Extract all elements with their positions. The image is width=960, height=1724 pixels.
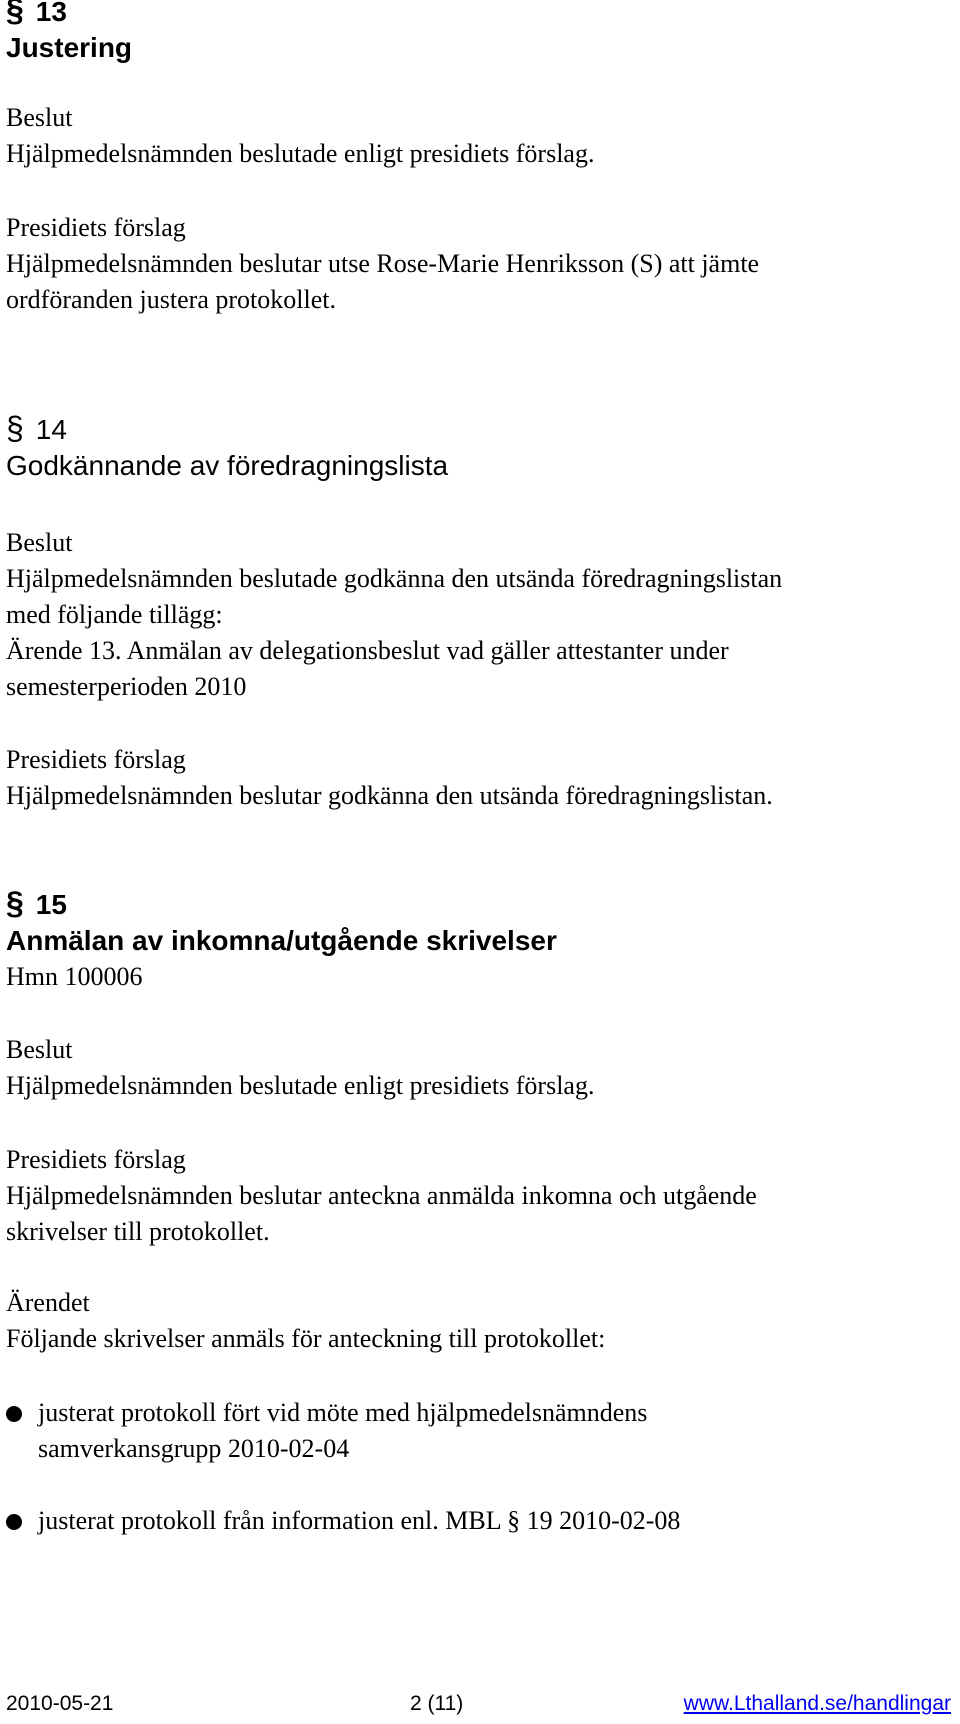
beslut-line: Ärende 13. Anmälan av delegationsbeslut vad gäller attestanter under (6, 636, 729, 665)
list-item-line: samverkansgrupp 2010-02-04 (38, 1434, 350, 1463)
forslag-heading: Presidiets förslag (6, 1145, 186, 1174)
forslag-text: Hjälpmedelsnämnden beslutar godkänna den utsända föredragningslistan. (6, 781, 773, 810)
section-number-value: 14 (35, 414, 67, 445)
list-item-line: justerat protokoll från information enl. MBL § 19 2010-02-08 (38, 1506, 681, 1535)
footer-page-number: 2 (11) (410, 1692, 464, 1715)
section-15-forslag (6, 1142, 951, 1250)
bullet-icon (6, 1406, 22, 1422)
list-item (6, 1503, 951, 1539)
paragraph-symbol: § (6, 410, 24, 446)
paragraph-symbol: § (6, 885, 24, 921)
beslut-heading: Beslut (6, 528, 73, 557)
forslag-line: Hjälpmedelsnämnden beslutar anteckna anmälda inkomna och utgående (6, 1181, 757, 1210)
section-number-value: 13 (35, 0, 67, 27)
footer-date: 2010-05-21 (6, 1692, 114, 1715)
section-title: Godkännande av föredragningslista (6, 450, 449, 481)
section-13 (6, 0, 951, 66)
page-footer (6, 1690, 951, 1718)
beslut-line: Hjälpmedelsnämnden beslutade godkänna den utsända föredragningslistan (6, 564, 783, 593)
section-number (6, 0, 951, 30)
beslut-text: Hjälpmedelsnämnden beslutade enligt presidiets förslag. (6, 139, 595, 168)
forslag-heading: Presidiets förslag (6, 213, 186, 242)
paragraph-symbol: § (6, 0, 24, 28)
list-item-line: justerat protokoll fört vid möte med hjälpmedelsnämndens (38, 1398, 648, 1427)
forslag-line: skrivelser till protokollet. (6, 1217, 270, 1246)
section-title: Anmälan av inkomna/utgående skrivelser (6, 925, 557, 956)
section-15-arendet (6, 1285, 951, 1357)
section-title: Justering (6, 32, 133, 63)
beslut-heading: Beslut (6, 103, 73, 132)
skrivelser-list-2 (6, 1503, 951, 1539)
section-14-forslag (6, 742, 951, 814)
section-14-beslut (6, 525, 951, 705)
beslut-text: Hjälpmedelsnämnden beslutade enligt presidiets förslag. (6, 1071, 595, 1100)
section-15 (6, 885, 951, 995)
forslag-line: ordföranden justera protokollet. (6, 285, 336, 314)
skrivelser-list (6, 1395, 951, 1467)
forslag-heading: Presidiets förslag (6, 745, 186, 774)
beslut-heading: Beslut (6, 1035, 73, 1064)
beslut-line: med följande tillägg: (6, 600, 223, 629)
beslut-line: semesterperioden 2010 (6, 672, 247, 701)
arendet-heading: Ärendet (6, 1288, 90, 1317)
forslag-line: Hjälpmedelsnämnden beslutar utse Rose-Marie Henriksson (S) att jämte (6, 249, 760, 278)
section-number (6, 885, 951, 923)
section-15-beslut (6, 1032, 951, 1104)
section-13-forslag (6, 210, 951, 318)
list-item (6, 1395, 951, 1467)
section-13-beslut (6, 100, 951, 172)
arendet-text: Följande skrivelser anmäls för anteckning till protokollet: (6, 1324, 606, 1353)
reference-number: Hmn 100006 (6, 962, 143, 991)
section-number (6, 410, 951, 448)
bullet-icon (6, 1514, 22, 1530)
section-14 (6, 410, 951, 484)
section-number-value: 15 (35, 889, 67, 920)
footer-link[interactable]: www.Lthalland.se/handlingar (683, 1692, 951, 1715)
